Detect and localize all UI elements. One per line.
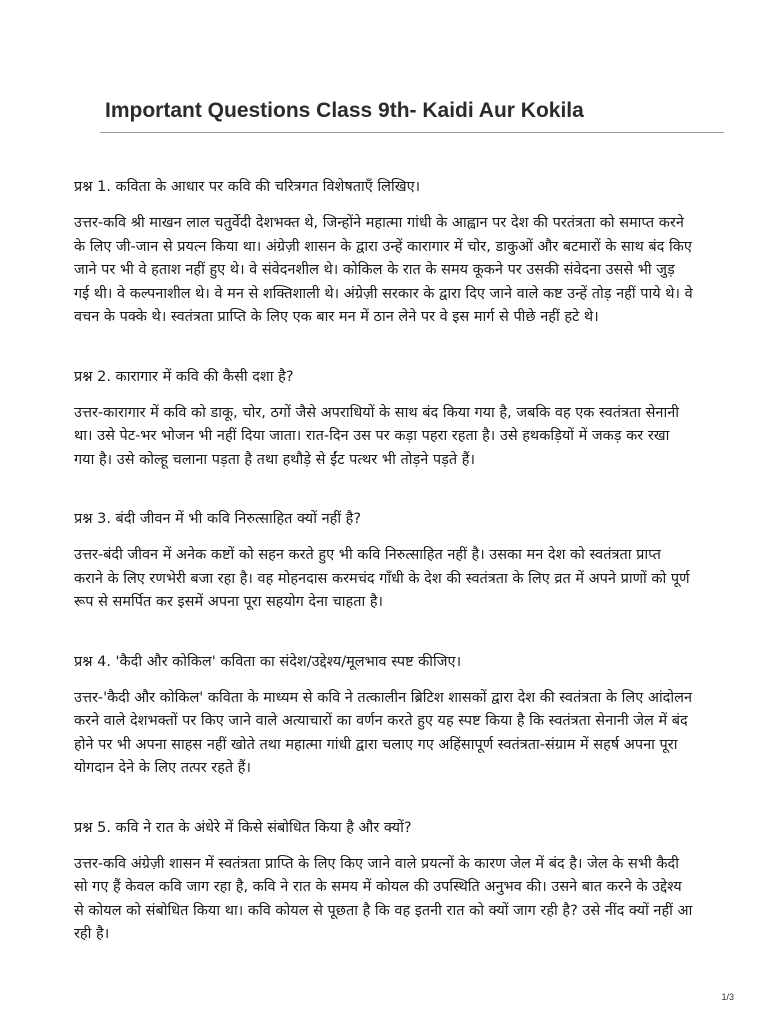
question-4: प्रश्न 4. 'कैदी और कोकिल' कविता का संदेश/उद्देश्य/मूलभाव स्पष्ट कीजिए।: [74, 653, 462, 670]
page-number: 1/3: [721, 992, 734, 1002]
question-1: प्रश्न 1. कविता के आधार पर कवि की चरित्रगत विशेषताएँ लिखिए।: [74, 179, 421, 195]
question-5: प्रश्न 5. कवि ने रात के अंधेरे में किसे संबोधित किया है और क्यों?: [74, 819, 412, 836]
qa-block-1: [74, 176, 694, 330]
document-body: [74, 176, 694, 983]
title-divider: [100, 132, 724, 133]
qa-block-4: [74, 651, 694, 781]
answer-2: उत्तर-कारागार में कवि को डाकू, चोर, ठगों जैसे अपराधियों के साथ बंद किया गया है, जबकि वह एक स्वतंत्रता सेनानी था। उसे पेट-भर भोजन भी नहीं दिया जाता। रात-दिन उस पर कड़ा पहरा रहता है। उसे हथकड़ियों में जकड़ कर रखा गया है। उसे कोल्हू चलाना पड़ता है तथा हथौड़े से ईंट पत्थर भी तोड़ने पड़ते हैं।: [74, 404, 680, 468]
qa-block-5: [74, 817, 694, 947]
qa-block-2: [74, 366, 694, 473]
answer-5: उत्तर-कवि अंग्रेज़ी शासन में स्वतंत्रता प्राप्ति के लिए किए जाने वाले प्रयत्नों के कारण जेल में बंद है। जेल के सभी कैदी सो गए हैं केवल कवि जाग रहा है, कवि ने रात के समय में कोयल की उपस्थिति अनुभव की। उसने बात करने के उद्देश्य से कोयल को संबोधित किया था। कवि कोयल से पूछता है कि वह इतनी रात को क्यों जाग रही है? उसे नींद क्यों नहीं आ रही है।: [74, 855, 693, 942]
question-3: प्रश्न 3. बंदी जीवन में भी कवि निरुत्साहित क्यों नहीं है?: [74, 511, 362, 527]
qa-block-3: [74, 508, 694, 615]
answer-4: उत्तर-'कैदी और कोकिल' कविता के माध्यम से कवि ने तत्कालीन ब्रिटिश शासकों द्वारा देश की स्वतंत्रता के लिए आंदोलन करने वाले देशभक्तों पर किए जाने वाले अत्याचारों का वर्णन करते हुए यह स्पष्ट किया है कि स्वतंत्रता सेनानी जेल में बंद होने पर भी अपना साहस नहीं खोते तथा महात्मा गांधी द्वारा चलाए गए अहिंसापूर्ण स्वतंत्रता-संग्राम में सहर्ष अपना पूरा योगदान देने के लिए तत्पर रहते हैं।: [74, 689, 692, 776]
page-title: Important Questions Class 9th- Kaidi Aur Kokila: [105, 99, 584, 122]
answer-3: उत्तर-बंदी जीवन में अनेक कष्टों को सहन करते हुए भी कवि निरुत्साहित नहीं है। उसका मन देश को स्वतंत्रता प्राप्त कराने के लिए रणभेरी बजा रहा है। वह मोहनदास करमचंद गाँधी के देश की स्वतंत्रता के लिए व्रत में अपने प्राणों को पूर्ण रूप से समर्पित कर इसमें अपना पूरा सहयोग देना चाहता है।: [74, 547, 690, 610]
answer-1: उत्तर-कवि श्री माखन लाल चतुर्वेदी देशभक्त थे, जिन्होंने महात्मा गांधी के आह्वान पर देश की परतंत्रता को समाप्त करने के लिए जी-जान से प्रयत्न किया था। अंग्रेज़ी शासन के द्वारा उन्हें कारागार में चोर, डाकुओं और बटमारों के साथ बंद किए जाने पर भी वे हताश नहीं हुए थे। वे संवेदनशील थे। कोकिल के रात के समय कूकने पर उसकी संवेदना उससे भी जुड़ गई थी। वे कल्पनाशील थे। वे मन से शक्तिशाली थे। अंग्रेज़ी सरकार के द्वारा दिए जाने वाले कष्ट उन्हें तोड़ नहीं पाये थे। वे वचन के पक्के थे। स्वतंत्रता प्राप्ति के लिए एक बार मन में ठान लेने पर वे इस मार्ग से पीछे नहीं हटे थे।: [74, 215, 693, 325]
question-2: प्रश्न 2. कारागार में कवि की कैसी दशा है?: [74, 368, 294, 385]
